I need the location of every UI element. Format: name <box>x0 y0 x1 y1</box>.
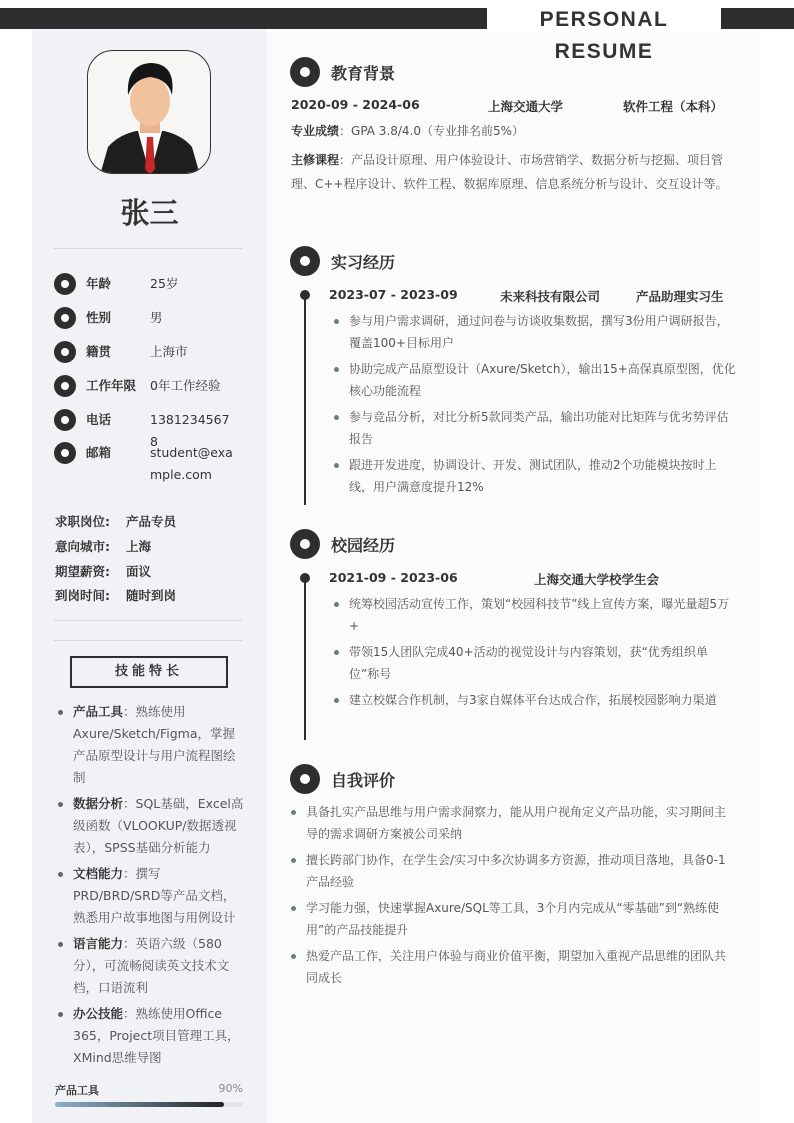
list-item: 建立校媒合作机制，与3家自媒体平台达成合作，拓展校园影响力渠道 <box>331 689 736 711</box>
skill-text: ：熟练使用Axure/Sketch/Figma，掌握产品原型设计与用户流程图绘制 <box>73 704 236 785</box>
info-age <box>54 273 234 295</box>
info-value[interactable]: student@example.com <box>150 445 233 482</box>
skill-name: 文档能力 <box>73 866 124 881</box>
info-email <box>54 442 234 486</box>
job-value: 面议 <box>126 564 152 579</box>
info-label: 籍贯 <box>86 344 112 359</box>
job-start <box>55 588 197 604</box>
job-value: 产品专员 <box>126 514 177 529</box>
skill-item <box>55 701 245 789</box>
courses-label: 主修课程 <box>291 153 340 167</box>
info-value: 男 <box>150 310 163 325</box>
avatar <box>87 50 211 174</box>
circle-icon <box>290 246 320 276</box>
campus-list <box>331 593 736 715</box>
job-value: 随时到岗 <box>126 588 177 603</box>
timeline-line <box>304 577 306 740</box>
timeline-dot <box>300 573 310 583</box>
circle-icon <box>54 442 76 464</box>
courses-value: ：产品设计原理、用户体验设计、市场营销学、数据分析与挖掘、项目管理、C++程序设计、软件工程、数据库原理、信息系统分析与设计、交互设计等。 <box>291 153 728 191</box>
job-position <box>55 514 197 530</box>
intern-company: 未来科技有限公司 <box>500 289 601 304</box>
circle-icon <box>54 409 76 431</box>
skill-text: ：SQL基础，Excel高级函数（VLOOKUP/数据透视表），SPSS基础分析能力 <box>73 796 244 855</box>
internship-list <box>331 310 736 502</box>
skill-progress-fill <box>55 1102 224 1107</box>
skill-item <box>55 1003 245 1069</box>
job-label: 求职岗位: <box>55 514 110 529</box>
list-item: 热爱产品工作，关注用户体验与商业价值平衡，期望加入重视产品思维的团队共同成长 <box>288 945 733 989</box>
circle-icon <box>290 57 320 87</box>
list-item: 带领15人团队完成40+活动的视觉设计与内容策划，获“优秀组织单位”称号 <box>331 641 736 685</box>
info-label: 电话 <box>86 412 112 427</box>
section-title: 教育背景 <box>331 63 396 83</box>
job-salary <box>55 564 197 580</box>
section-title: 自我评价 <box>331 770 396 790</box>
internship-row <box>329 287 724 305</box>
job-value: 上海 <box>126 539 152 554</box>
job-label: 意向城市: <box>55 539 110 554</box>
skill-bar-percent: 90% <box>218 1082 243 1095</box>
skill-bar-label <box>55 1082 243 1098</box>
edu-gpa <box>291 119 741 143</box>
gpa-value: ：GPA 3.8/4.0（专业排名前5%） <box>339 124 525 138</box>
skill-name: 数据分析 <box>73 796 124 811</box>
sidebar <box>32 29 267 1123</box>
resume-title: PERSONAL RESUME <box>487 4 721 32</box>
campus-row <box>329 570 659 588</box>
job-label: 到岗时间: <box>55 588 110 603</box>
skill-progress-bar <box>55 1102 243 1107</box>
divider <box>54 640 242 641</box>
list-item: 具备扎实产品思维与用户需求洞察力，能从用户视角定义产品功能，实习期间主导的需求调研方案被公司采纳 <box>288 801 733 845</box>
skill-name: 产品工具 <box>73 704 124 719</box>
skill-item <box>55 863 245 929</box>
skill-item <box>55 933 245 999</box>
main-content <box>268 32 760 1123</box>
skill-item <box>55 793 245 859</box>
job-city <box>55 539 197 555</box>
divider <box>54 620 242 621</box>
timeline-dot <box>300 290 310 300</box>
list-item: 擅长跨部门协作，在学生会/实习中多次协调多方资源，推动项目落地，具备0-1产品经验 <box>288 849 733 893</box>
skills-list <box>55 701 245 1073</box>
skills-heading: 技能特长 <box>70 656 228 688</box>
info-label: 年龄 <box>86 276 112 291</box>
candidate-name: 张三 <box>120 196 179 230</box>
circle-icon <box>54 341 76 363</box>
list-item: 参与用户需求调研，通过问卷与访谈收集数据，撰写3份用户调研报告，覆盖100+目标用户 <box>331 310 736 354</box>
section-self-evaluation <box>290 764 395 794</box>
info-value: 0年工作经验 <box>150 378 221 393</box>
list-item: 跟进开发进度，协调设计、开发、测试团队，推动2个功能模块按时上线，用户满意度提升12% <box>331 454 736 498</box>
edu-major: 软件工程（本科） <box>623 99 724 114</box>
skill-text: ：英语六级（580分），可流畅阅读英文技术文档，口语流利 <box>73 936 230 995</box>
circle-icon <box>290 529 320 559</box>
section-campus <box>290 529 395 559</box>
skill-name: 语言能力 <box>73 936 124 951</box>
skill-name: 办公技能 <box>73 1006 124 1021</box>
list-item: 学习能力强，快速掌握Axure/SQL等工具，3个月内完成从“零基础”到“熟练使用”的产品技能提升 <box>288 897 733 941</box>
info-gender <box>54 307 234 329</box>
info-value: 25岁 <box>150 276 179 291</box>
skill-bar-name: 产品工具 <box>55 1084 99 1097</box>
circle-icon <box>54 273 76 295</box>
job-label: 期望薪资: <box>55 564 110 579</box>
self-list <box>288 801 733 993</box>
circle-icon <box>54 375 76 397</box>
circle-icon <box>54 307 76 329</box>
skill-text: ：熟练使用Office 365，Project项目管理工具，XMind思维导图 <box>73 1006 240 1065</box>
circle-icon <box>290 764 320 794</box>
info-hometown <box>54 341 234 363</box>
section-education <box>290 57 395 87</box>
education-row <box>291 97 723 115</box>
divider <box>54 248 242 249</box>
gpa-label: 专业成绩 <box>291 124 340 138</box>
info-label: 邮箱 <box>86 445 112 460</box>
info-label: 性别 <box>86 310 112 325</box>
info-experience <box>54 375 234 397</box>
intern-role: 产品助理实习生 <box>636 289 724 304</box>
list-item: 参与竞品分析，对比分析5款同类产品，输出功能对比矩阵与优劣势评估报告 <box>331 406 736 450</box>
section-title: 校园经历 <box>331 535 396 555</box>
info-value: 上海市 <box>150 344 188 359</box>
edu-school: 上海交通大学 <box>488 99 564 114</box>
info-label: 工作年限 <box>86 378 137 393</box>
section-title: 实习经历 <box>331 252 396 272</box>
skill-text: ：撰写PRD/BRD/SRD等产品文档，熟悉用户故事地图与用例设计 <box>73 866 236 925</box>
edu-courses <box>291 148 736 196</box>
list-item: 统筹校园活动宣传工作，策划“校园科技节”线上宣传方案，曝光量超5万+ <box>331 593 736 637</box>
info-value: 13812345678 <box>150 412 230 449</box>
list-item: 协助完成产品原型设计（Axure/Sketch），输出15+高保真原型图，优化核心功能流程 <box>331 358 736 402</box>
edu-period: 2020-09 - 2024-06 <box>291 97 420 112</box>
timeline-line <box>304 294 306 505</box>
campus-period: 2021-09 - 2023-06 <box>329 570 458 585</box>
intern-period: 2023-07 - 2023-09 <box>329 287 458 302</box>
campus-org: 上海交通大学校学生会 <box>534 572 660 587</box>
section-internship <box>290 246 395 276</box>
